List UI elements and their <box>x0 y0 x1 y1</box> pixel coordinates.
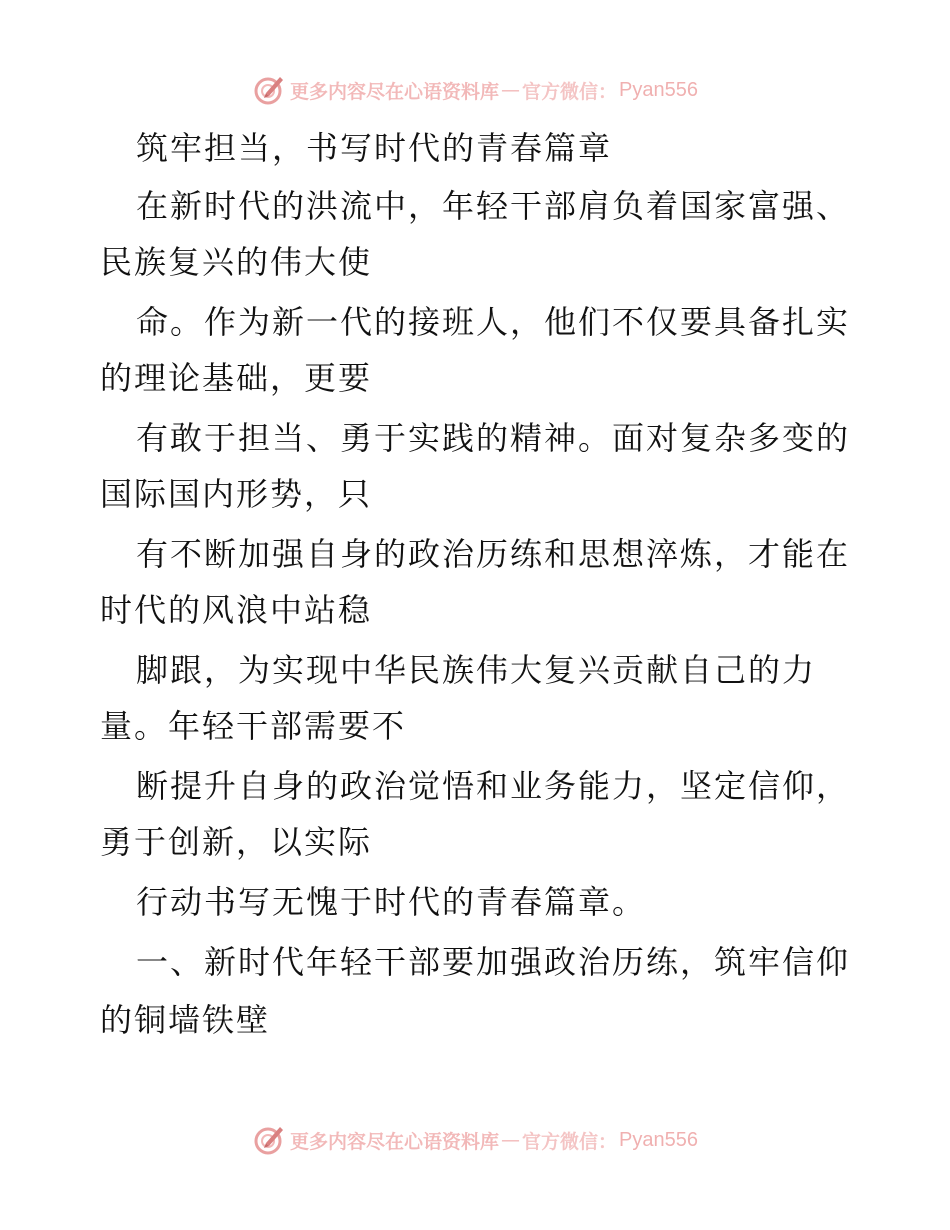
paragraph-line: 有敢于担当、勇于实践的精神。面对复杂多变的 <box>136 419 851 457</box>
paragraph-line: 命。作为新一代的接班人，他们不仅要具备扎实 <box>136 303 851 341</box>
watermark-wechat-id: Pyan556 <box>619 1128 698 1151</box>
watermark-official-label: 官方微信： <box>522 1130 618 1153</box>
paragraph-line: 脚跟，为实现中华民族伟大复兴贡献自己的力 <box>136 651 817 689</box>
watermark-official-label: 官方微信： <box>522 80 618 103</box>
section-heading: 一、新时代年轻干部要加强政治历练，筑牢信仰 <box>136 943 851 981</box>
document-title: 筑牢担当，书写时代的青春篇章 <box>136 129 613 167</box>
paragraph-line: 民族复兴的伟大使 <box>100 243 373 281</box>
section-heading-continued: 的铜墙铁壁 <box>100 1001 271 1039</box>
watermark-footer <box>0 1120 950 1160</box>
paragraph-line: 时代的风浪中站稳 <box>100 591 373 629</box>
paragraph-line: 的理论基础，更要 <box>100 359 373 397</box>
paragraph-line: 勇于创新，以实际 <box>100 823 373 861</box>
watermark-dash: — <box>501 1129 521 1151</box>
paragraph-line: 有不断加强自身的政治历练和思想淬炼，才能在 <box>136 535 851 573</box>
watermark-wechat-id: Pyan556 <box>619 78 698 101</box>
paragraph-line: 断提升自身的政治觉悟和业务能力，坚定信仰， <box>136 767 851 805</box>
paragraph-line: 行动书写无愧于时代的青春篇章。 <box>136 883 647 921</box>
paragraph-line: 国际国内形势，只 <box>100 475 373 513</box>
watermark-dash: — <box>501 79 521 101</box>
pen-circle-logo-icon <box>252 1123 286 1157</box>
paragraph-line: 量。年轻干部需要不 <box>100 707 407 745</box>
paragraph-line: 在新时代的洪流中，年轻干部肩负着国家富强、 <box>136 187 851 225</box>
pen-circle-logo-icon <box>252 73 286 107</box>
watermark-text: 更多内容尽在心语资料库 <box>290 80 500 103</box>
watermark-text: 更多内容尽在心语资料库 <box>290 1130 500 1153</box>
watermark-header <box>0 70 950 110</box>
